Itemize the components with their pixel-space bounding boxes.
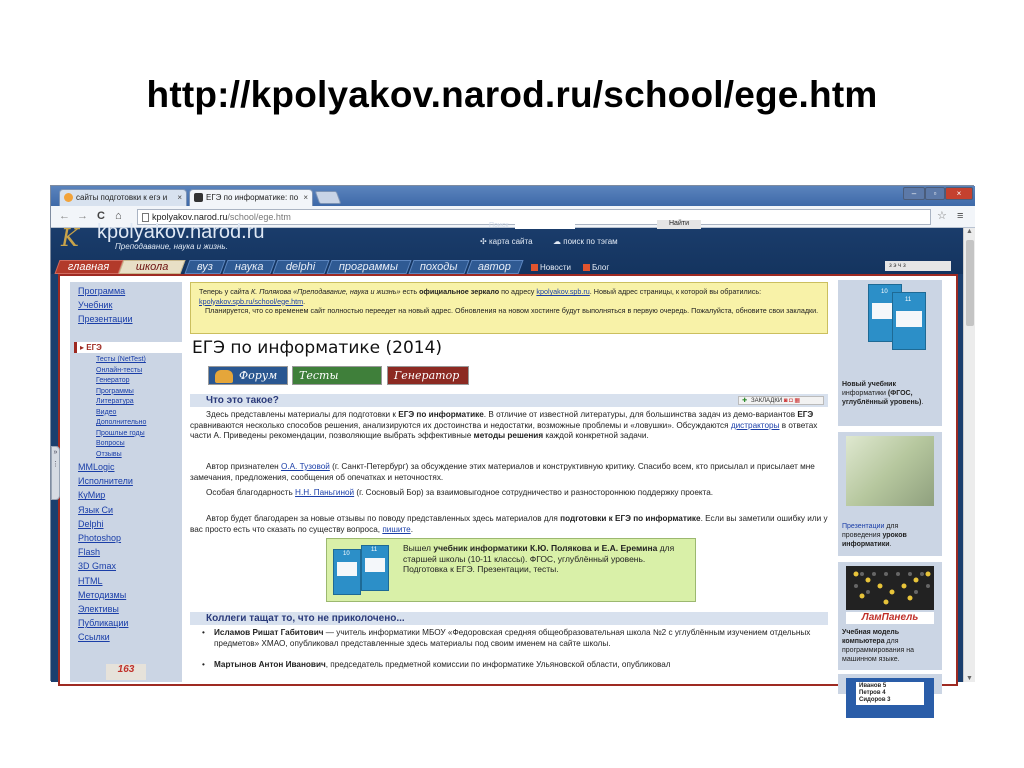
search-input[interactable]	[515, 220, 575, 229]
reload-icon[interactable]: C	[97, 210, 105, 222]
intro-paragraph: Здесь представлены материалы для подготовки к ЕГЭ по информатике. В отличие от известной литературы, для большинства задач из демо-вариантов ЕГЭ сравниваются несколько способов решения, анализируются их достоинства и недостатки, возможные проблемы и «ловушки». Обсуждаются дистракторы в ответах части А. Приведены рекомендации, позволяющие выбрать эффективные методы решения каждой конкретной задачи.	[190, 410, 818, 440]
browser-screenshot	[50, 185, 974, 703]
sidebar-subitem[interactable]: Генератор	[96, 377, 130, 384]
share-icons: ◙ ◘ ▦	[783, 398, 801, 404]
book-cover-icon: 10	[333, 549, 361, 595]
sidebar-collapse-handle[interactable]: » ⋮	[51, 446, 60, 500]
sidebar-subitem[interactable]: Дополнительно	[96, 419, 147, 426]
sitemap-label: карта сайта	[488, 237, 533, 246]
nav-tab-home[interactable]: главная	[54, 260, 123, 274]
thanks-paragraph: Автор признателен О.А. Тузовой (г. Санкт-Петербург) за обсуждение этих материалов и конструктивную критику. Спасибо всем, кто присылал и присылает мне замечания, предложения, сообщения об опечатках и неточностях.	[190, 462, 815, 482]
sidebar	[70, 282, 182, 682]
table-image	[846, 678, 934, 718]
page-viewport	[51, 220, 963, 703]
online-tests-button[interactable]: Тесты	[292, 366, 382, 385]
notice-mirror: официальное зеркало	[419, 287, 500, 296]
notice-text: по адресу	[499, 287, 537, 296]
nav-tab-hikes[interactable]: походы	[408, 260, 469, 274]
sidebar-item[interactable]: MMLogic	[78, 462, 115, 472]
tab-ege[interactable]	[189, 189, 313, 206]
sidebar-item[interactable]: Ссылки	[78, 632, 110, 643]
led-grid-icon	[846, 566, 934, 610]
site-search	[489, 220, 689, 232]
sidebar-item[interactable]: Язык Си	[78, 504, 114, 515]
nav-tab-delphi[interactable]: delphi	[272, 260, 329, 274]
sidebar-item[interactable]: Исполнители	[78, 476, 133, 487]
arrow-right-icon: ▸	[80, 343, 87, 352]
search-label: Поиск	[489, 222, 509, 229]
page-title: ЕГЭ по информатике (2014)	[192, 338, 443, 358]
scroll-down-icon[interactable]: ▼	[966, 675, 973, 682]
sidebar-subitem[interactable]: Прошлые годы	[96, 429, 145, 437]
card-text: Новый учебник информатики (ФГОС, углублённый уровень).	[842, 381, 924, 406]
mirror-page-link[interactable]: kpolyakov.spb.ru/school/ege.htm	[199, 296, 304, 306]
minimize-button[interactable]: –	[903, 187, 925, 200]
search-button[interactable]: Найти	[657, 220, 701, 229]
rss-icon	[531, 264, 538, 271]
vertical-scrollbar[interactable]	[963, 228, 975, 682]
section-what-is-it	[190, 394, 828, 407]
sidebar-item-program[interactable]: Программа	[78, 286, 126, 296]
notice-text: . Новый адрес страницы, к которой вы обратились:	[589, 287, 762, 296]
sidebar-subitem[interactable]: Тесты (NetTest)	[96, 356, 146, 363]
maximize-button[interactable]: ▫	[925, 187, 945, 200]
generator-button[interactable]: Генератор	[387, 366, 469, 385]
sitemap-icon: ✣	[480, 237, 489, 246]
mirror-link[interactable]: kpolyakov.spb.ru	[536, 287, 590, 296]
nav-tab-school[interactable]: школа	[118, 260, 185, 274]
cloud-icon: ☁	[553, 237, 564, 246]
sidebar-banner[interactable]: 163	[106, 664, 146, 680]
menu-icon[interactable]: ≡	[957, 210, 964, 222]
site-tagline: Преподавание, наука и жизнь.	[115, 242, 228, 251]
nav-tab-author[interactable]: автор	[466, 260, 523, 274]
close-tab-icon[interactable]: ×	[303, 193, 308, 202]
sidebar-subitem[interactable]: Вопросы	[96, 440, 125, 447]
distractors-link[interactable]: дистракторы	[730, 420, 780, 430]
sidebar-item[interactable]: КуМир	[78, 490, 106, 501]
bookmarks-button[interactable]	[738, 396, 824, 405]
right-card-lampanel[interactable]	[838, 562, 942, 670]
tab-strip	[51, 186, 975, 206]
card-text: Презентации для проведения уроков информатики.	[842, 523, 907, 548]
bookmarks-label: ЗАКЛАДКИ	[751, 398, 783, 404]
tab-label: ЕГЭ по информатике: по	[206, 193, 299, 202]
site-nav	[51, 258, 963, 274]
notice-text: .	[303, 296, 306, 306]
notice-site-name: К. Полякова «Преподавание, наука и жизнь»	[251, 287, 401, 296]
blogger-icon	[583, 264, 590, 271]
back-icon[interactable]: ←	[59, 210, 70, 222]
sitemap-link[interactable]	[480, 237, 533, 246]
right-card-textbook[interactable]	[838, 280, 942, 426]
textbook-covers	[333, 545, 393, 597]
address-path: /school/ege.htm	[227, 212, 291, 222]
sidebar-subitem[interactable]: Программы	[96, 387, 134, 395]
navbar-widget[interactable]: з э ч з	[885, 261, 951, 271]
notice-text: есть	[400, 287, 420, 296]
sidebar-item-label: ЕГЭ	[86, 343, 102, 352]
sidebar-item[interactable]: Flash	[78, 547, 101, 558]
tag-search-label: поиск по тэгам	[563, 237, 618, 246]
news-link[interactable]: Новости	[531, 263, 571, 272]
site-logo-icon[interactable]: K	[61, 224, 79, 252]
slide-title: http://kpolyakov.narod.ru/school/ege.htm	[146, 74, 878, 115]
right-card-table[interactable]	[838, 674, 942, 703]
textbook-promo[interactable]	[326, 538, 696, 602]
sidebar-item[interactable]: Photoshop	[78, 533, 122, 543]
table-preview: Иванов 5 Петров 4 Сидоров 3	[856, 682, 924, 705]
right-card-presentations[interactable]	[838, 432, 942, 556]
close-window-button[interactable]: ×	[945, 187, 973, 200]
section-title: Коллеги тащат то, что не приколочено...	[206, 613, 405, 624]
sidebar-item[interactable]: HTML	[78, 575, 103, 586]
nav-tab-science[interactable]: наука	[222, 260, 275, 274]
new-tab-button[interactable]	[315, 191, 342, 204]
site-header	[51, 220, 963, 274]
sidebar-item[interactable]: Delphi	[78, 518, 104, 529]
section-title: Что это такое?	[206, 395, 279, 406]
pangina-link[interactable]: Н.Н. Паньгиной	[295, 488, 355, 497]
mirror-notice	[190, 282, 828, 334]
site-favicon-icon	[194, 193, 203, 202]
search-favicon-icon	[64, 193, 73, 202]
textbook-image	[846, 284, 934, 374]
forum-button[interactable]	[208, 366, 288, 385]
tab-search[interactable]	[59, 189, 187, 206]
section-colleagues	[190, 612, 828, 625]
forum-label: Форум	[239, 369, 278, 382]
blog-link[interactable]: Блог	[583, 263, 609, 272]
led-panel-image	[846, 566, 934, 610]
forward-icon[interactable]: →	[77, 210, 88, 222]
sidebar-subitem[interactable]: Онлайн-тесты	[96, 366, 143, 374]
list-item: • Исламов Ришат Габитович — учитель информатики МБОУ «Федоровская средняя общеобразовательная школа №2 с углублённым изучением отдельных предметов» ХМАО, опубликовал представленные здесь материалы под своим именем на сайте школы.	[202, 628, 832, 649]
sidebar-item[interactable]: Публикации	[78, 618, 129, 629]
notice-text: Планируется, что со временем сайт полностью переедет на новый адрес. Обновления на новом хостинге будут выполняться в первую очередь. Пожалуйста, обновите свои закладки.	[205, 306, 819, 315]
nav-tab-programs[interactable]: программы	[326, 260, 411, 274]
book-cover-icon: 11	[892, 292, 926, 350]
book-cover-icon: 11	[361, 545, 389, 591]
sidebar-subitem[interactable]: Видео	[96, 408, 117, 416]
tag-search-link[interactable]	[553, 237, 618, 246]
list-item: • Мартынов Антон Иванович, председатель предметной комиссии по информатике Ульяновской области, опубликовал	[202, 660, 832, 671]
home-icon[interactable]: ⌂	[115, 210, 122, 222]
scrollbar-thumb[interactable]	[966, 240, 974, 326]
sidebar-item[interactable]: 3D Gmax	[78, 561, 117, 572]
address-host: kpolyakov.narod.ru	[152, 212, 228, 222]
sidebar-item[interactable]: Методизмы	[78, 589, 127, 600]
bookmark-star-icon[interactable]: ☆	[937, 210, 947, 222]
sidebar-item-textbook[interactable]: Учебник	[78, 300, 113, 310]
close-tab-icon[interactable]: ×	[177, 193, 182, 202]
scroll-up-icon[interactable]: ▲	[966, 228, 973, 235]
feedback-paragraph: Автор будет благодарен за новые отзывы по поводу представленных здесь материалов для подготовки к ЕГЭ по информатике. Если вы заметили ошибку или у вас просто есть что сказать по существу вопроса, пишите.	[190, 514, 828, 534]
tuzova-link[interactable]: О.А. Тузовой	[280, 462, 330, 471]
book-cover-icon: 10	[868, 284, 902, 342]
content-frame	[58, 274, 958, 703]
special-thanks-paragraph: Особая благодарность Н.Н. Паньгиной (г. Сосновый Бор) за взаимовыгодное сотрудничество и разностороннюю поддержку проекта.	[206, 488, 714, 497]
lampanel-logo: ЛамПанель	[846, 612, 934, 624]
sidebar-subitem[interactable]: Литература	[96, 398, 134, 405]
sidebar-item[interactable]: Элективы	[78, 604, 119, 614]
sidebar-subitem[interactable]: Отзывы	[96, 450, 122, 458]
card-text: Учебная модель компьютера для программирования на машинном языке.	[842, 629, 915, 663]
classroom-photo	[846, 436, 934, 506]
sidebar-item-presentations[interactable]: Презентации	[78, 314, 133, 324]
forum-people-icon	[215, 370, 233, 383]
write-link[interactable]: пишите	[382, 524, 411, 534]
sidebar-item-ege[interactable]	[74, 342, 182, 353]
site-name[interactable]: kpolyakov.narod.ru	[97, 221, 265, 243]
notice-text: Теперь у сайта	[199, 287, 252, 296]
tab-label: сайты подготовки к егэ и	[76, 193, 168, 202]
promo-text: Вышел учебник информатики К.Ю. Полякова и Е.А. Еремина для старшей школы (10-11 классы). ФГОС, углублённый уровень. Подготовка к ЕГЭ. Презентации, тесты.	[403, 543, 675, 574]
nav-tab-university[interactable]: вуз	[184, 260, 225, 274]
plus-icon: ✚	[742, 398, 748, 404]
